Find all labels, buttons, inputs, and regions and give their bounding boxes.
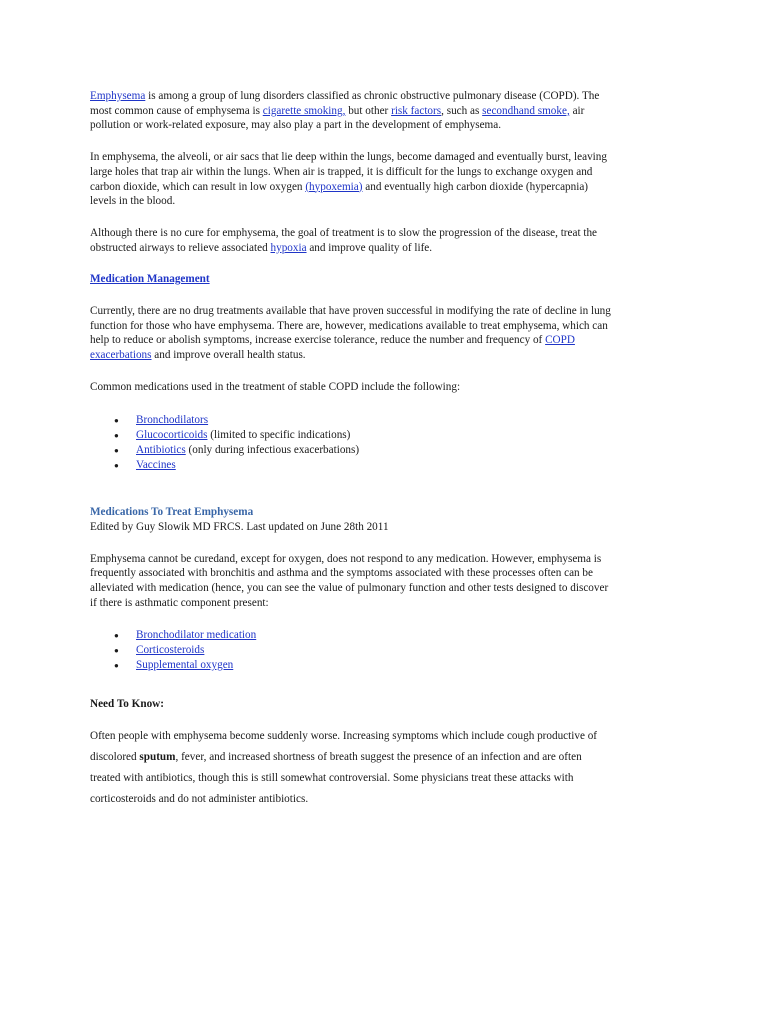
link-hypoxemia[interactable]: (hypoxemia) — [305, 180, 363, 193]
sputum-term: sputum — [139, 750, 176, 763]
link-risk-factors[interactable]: risk factors — [391, 104, 442, 117]
edited-by-line: Edited by Guy Slowik MD FRCS. Last updated on June 28th 2011 — [90, 521, 389, 533]
heading-medications-to-treat: Medications To Treat Emphysema — [90, 506, 254, 519]
link-medication-management[interactable]: Medication Management — [90, 273, 210, 286]
list-item — [90, 413, 690, 428]
list-item: ● Glucocorticoids (limited to specific indications) — [90, 428, 690, 443]
document-body — [90, 89, 690, 810]
link-bronchodilator-medication[interactable]: Bronchodilator medication — [136, 628, 257, 641]
link-glucocorticoids[interactable]: Glucocorticoids — [136, 428, 208, 441]
link-antibiotics[interactable]: Antibiotics — [136, 443, 186, 456]
link-bronchodilators[interactable]: Bronchodilators — [136, 413, 209, 426]
link-cigarette-smoking[interactable]: cigarette smoking, — [262, 104, 346, 117]
link-corticosteroids[interactable]: Corticosteroids — [136, 643, 205, 656]
treatment-list — [90, 628, 690, 674]
list-item — [90, 628, 690, 643]
section-medications-to-treat — [90, 505, 690, 534]
paragraph-common-medications: Common medications used in the treatment of stable COPD include the following: — [90, 380, 461, 393]
bullet-icon: ● — [114, 415, 119, 425]
link-vaccines[interactable]: Vaccines — [136, 459, 176, 472]
heading-need-to-know: Need To Know: — [90, 698, 164, 711]
link-copd[interactable]: COPD — [545, 334, 575, 347]
paragraph-often-worse: Often people with emphysema become suddenly worse. Increasing symptoms which include cough productive of discolored sputum, fever, and increased shortness of breath suggest the presence of an infection and are often treated with antibiotics, though this is still somewhat controversial. Some physicians treat these attacks with corticosteroids and do not administer antibiotics. — [90, 729, 598, 805]
paragraph-alveoli: In emphysema, the alveoli, or air sacs that lie deep within the lungs, become damaged and eventually burst, leaving large holes that trap air within the lungs. When air is trapped, it is difficult for the lungs to exchange oxygen and carbon dioxide, which can result in low oxygen (hypoxemia) and eventually high carbon dioxide (hypercapnia) levels in the blood. — [90, 151, 607, 208]
list-item — [90, 658, 690, 673]
paragraph-drug-treatments: Currently, there are no drug treatments available that have proven successful in modifying the rate of decline in lung function for those who have emphysema. There are, however, medications available to treat emphysema, which can help to reduce or abolish symptoms, increase exercise tolerance, reduce the number and frequency of COPD exacerbations and improve overall health status. — [90, 305, 611, 362]
link-exacerbations[interactable]: exacerbations — [90, 349, 152, 362]
section-need-to-know — [90, 697, 690, 712]
heading-medication-management — [90, 272, 690, 287]
bullet-icon: ● — [114, 645, 119, 655]
bullet-icon: ● — [114, 430, 119, 440]
bullet-icon: ● — [114, 445, 119, 455]
link-hypoxia[interactable]: hypoxia — [270, 241, 307, 254]
bullet-icon: ● — [114, 660, 119, 670]
paragraph-intro: Emphysema is among a group of lung disorders classified as chronic obstructive pulmonary disease (COPD). The most common cause of emphysema is cigarette smoking, but other risk factors, such as secondhand smoke, air pollution or work-related exposure, may also play a part in the development of emphysema. — [90, 90, 600, 132]
link-secondhand-smoke[interactable]: secondhand smoke, — [482, 104, 570, 117]
list-item — [90, 643, 690, 658]
paragraph-cannot-be-cured: Emphysema cannot be curedand, except for oxygen, does not respond to any medication. However, emphysema is frequently associated with bronchitis and asthma and the symptoms associated with these processes often can be alleviated with medication (hence, you can see the value of pulmonary function and other tests designed to discover if there is asthmatic component present: — [90, 552, 609, 609]
medication-list — [90, 413, 690, 474]
link-supplemental-oxygen[interactable]: Supplemental oxygen — [136, 658, 234, 671]
list-item — [90, 458, 690, 473]
paragraph-treatment-goal: Although there is no cure for emphysema, the goal of treatment is to slow the progression of the disease, treat the obstructed airways to relieve associated hypoxia and improve quality of life. — [90, 226, 598, 254]
bullet-icon: ● — [114, 630, 119, 640]
list-item: ● Antibiotics (only during infectious exacerbations) — [90, 443, 690, 458]
bullet-icon: ● — [114, 461, 119, 471]
link-emphysema[interactable]: Emphysema — [90, 90, 146, 102]
